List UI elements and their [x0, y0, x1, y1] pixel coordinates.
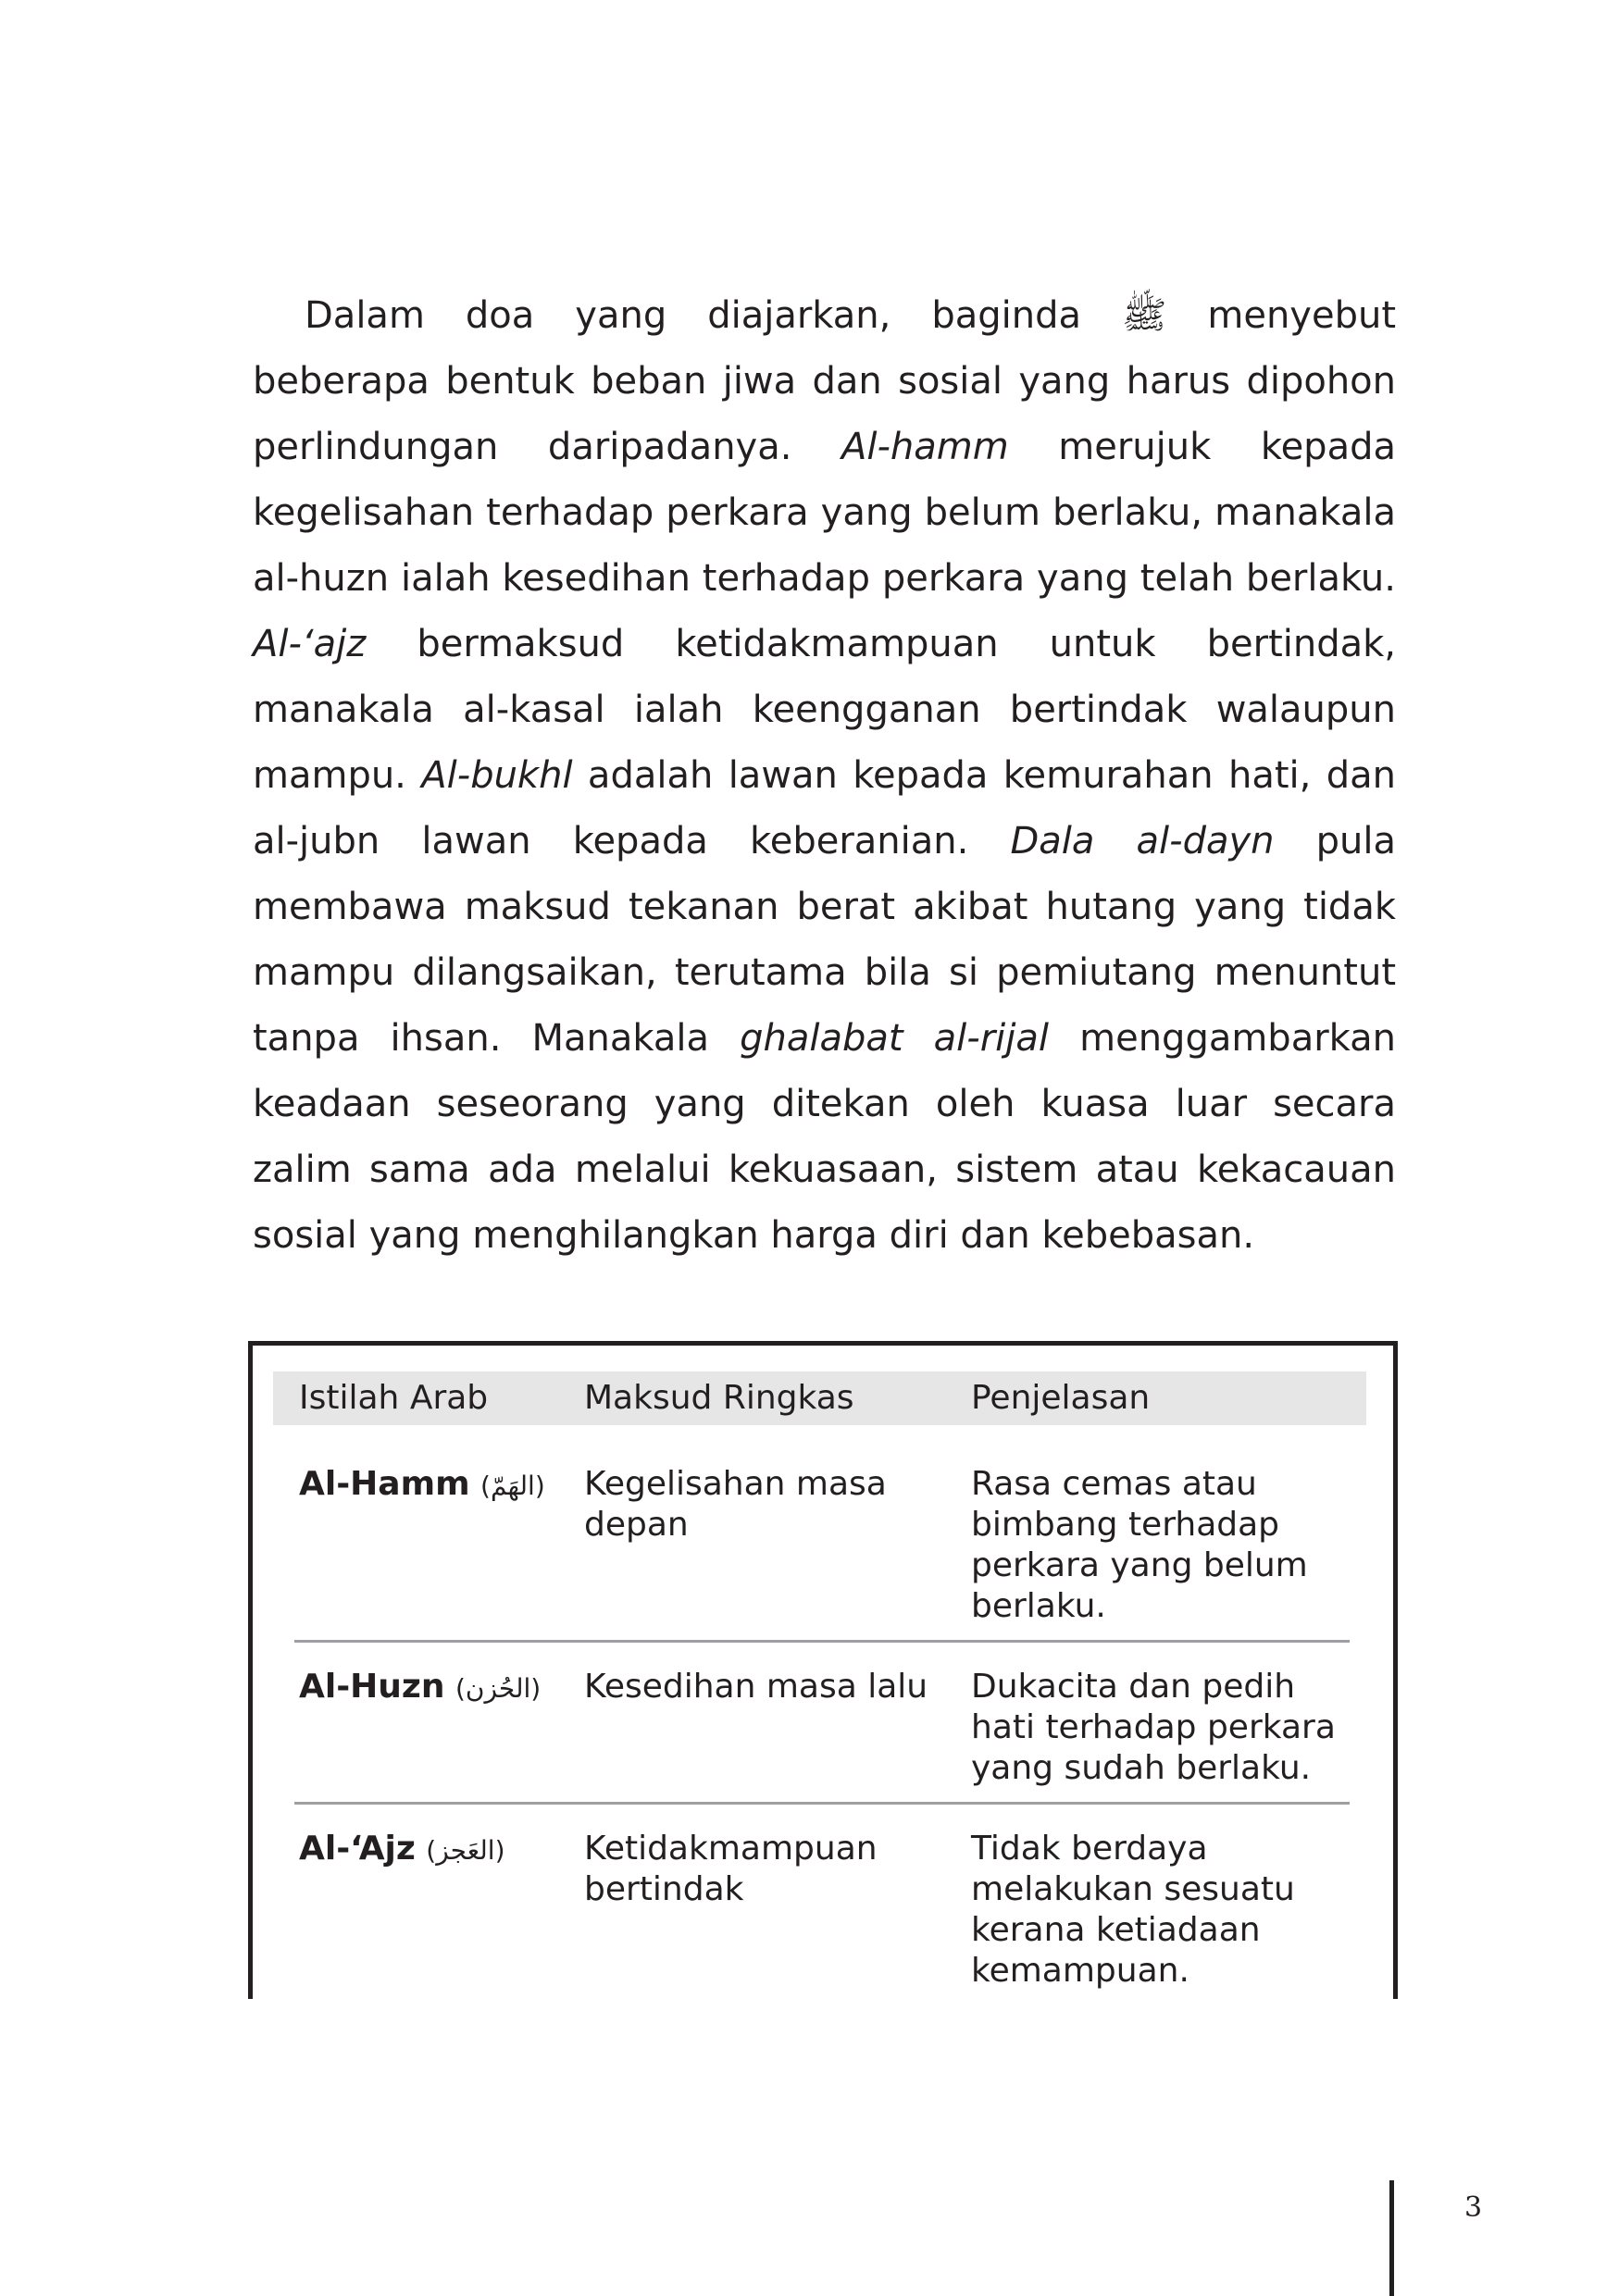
paragraph-text: Dalam doa yang diajarkan, baginda ﷺ menyebut beberapa bentuk beban jiwa dan sosial yang harus dipohon perlindungan daripadanya. — [253, 294, 1396, 468]
header-penjelasan: Penjelasan — [945, 1371, 1366, 1425]
term-name: Al-Huzn — [299, 1668, 445, 1706]
table-row — [273, 1805, 1366, 2004]
explanation-cell: Rasa cemas atau bimbang terhadap perkara yang belum berlaku. — [971, 1465, 1308, 1625]
paragraph-text: menggambarkan keadaan seseorang yang ditekan oleh kuasa luar secara zalim sama ada melalui kekuasaan, sistem atau kekacauan sosial yang menghilangkan harga diri dan kebebasan. — [253, 1017, 1396, 1257]
paragraph-text: pula membawa maksud tekanan berat akibat hutang yang tidak mampu dilangsaikan, terutama bila si pemiutang menuntut tanpa ihsan. Manakala — [253, 820, 1396, 1060]
term-arabic: (الحُزن) — [455, 1673, 542, 1704]
meaning-cell: Kesedihan masa lalu — [584, 1668, 928, 1706]
meaning-cell: Kegelisahan masa depan — [584, 1465, 887, 1544]
term-cell — [273, 1805, 558, 2004]
paragraph-text: bermaksud ketidakmampuan untuk bertindak, manakala al-kasal ialah keengganan bertindak walaupun mampu. — [253, 623, 1396, 797]
term-arabic: (العَجز) — [426, 1835, 505, 1866]
term-name: Al-Hamm — [299, 1465, 470, 1503]
paragraph-text: merujuk kepada kegelisahan terhadap perkara yang belum berlaku, manakala al-huzn ialah kesedihan terhadap perkara yang telah berlaku. — [253, 426, 1396, 600]
explanation-cell: Tidak berdaya melakukan sesuatu kerana ketiadaan kemampuan. — [971, 1830, 1295, 1990]
page-margin-rule — [1389, 2180, 1394, 2296]
body-paragraph — [253, 283, 1396, 1269]
term-cell — [273, 1643, 558, 1802]
term-al-ajz: Al-‘ajz — [253, 623, 367, 665]
table-row — [273, 1643, 1366, 1802]
table-row — [273, 1425, 1366, 1640]
meaning-cell: Ketidakmampuan bertindak — [584, 1830, 878, 1908]
term-arabic: (الهَمّ) — [480, 1471, 545, 1501]
term-dala-al-dayn: Dala al-dayn — [1010, 820, 1275, 863]
page-number: 3 — [1464, 2191, 1483, 2224]
header-istilah-arab: Istilah Arab — [273, 1371, 558, 1425]
term-al-hamm: Al-hamm — [841, 426, 1009, 468]
table-header-row — [273, 1371, 1366, 1425]
term-al-bukhl: Al-bukhl — [421, 754, 573, 797]
term-ghalabat-al-rijal: ghalabat al-rijal — [740, 1017, 1050, 1060]
paragraph-text: adalah lawan kepada kemurahan hati, dan al-jubn lawan kepada keberanian. — [253, 754, 1396, 863]
term-cell — [273, 1425, 558, 1640]
header-maksud-ringkas: Maksud Ringkas — [558, 1371, 945, 1425]
term-name: Al-‘Ajz — [299, 1830, 416, 1868]
explanation-cell: Dukacita dan pedih hati terhadap perkara yang sudah berlaku. — [971, 1668, 1336, 1787]
terms-table — [273, 1371, 1366, 2004]
